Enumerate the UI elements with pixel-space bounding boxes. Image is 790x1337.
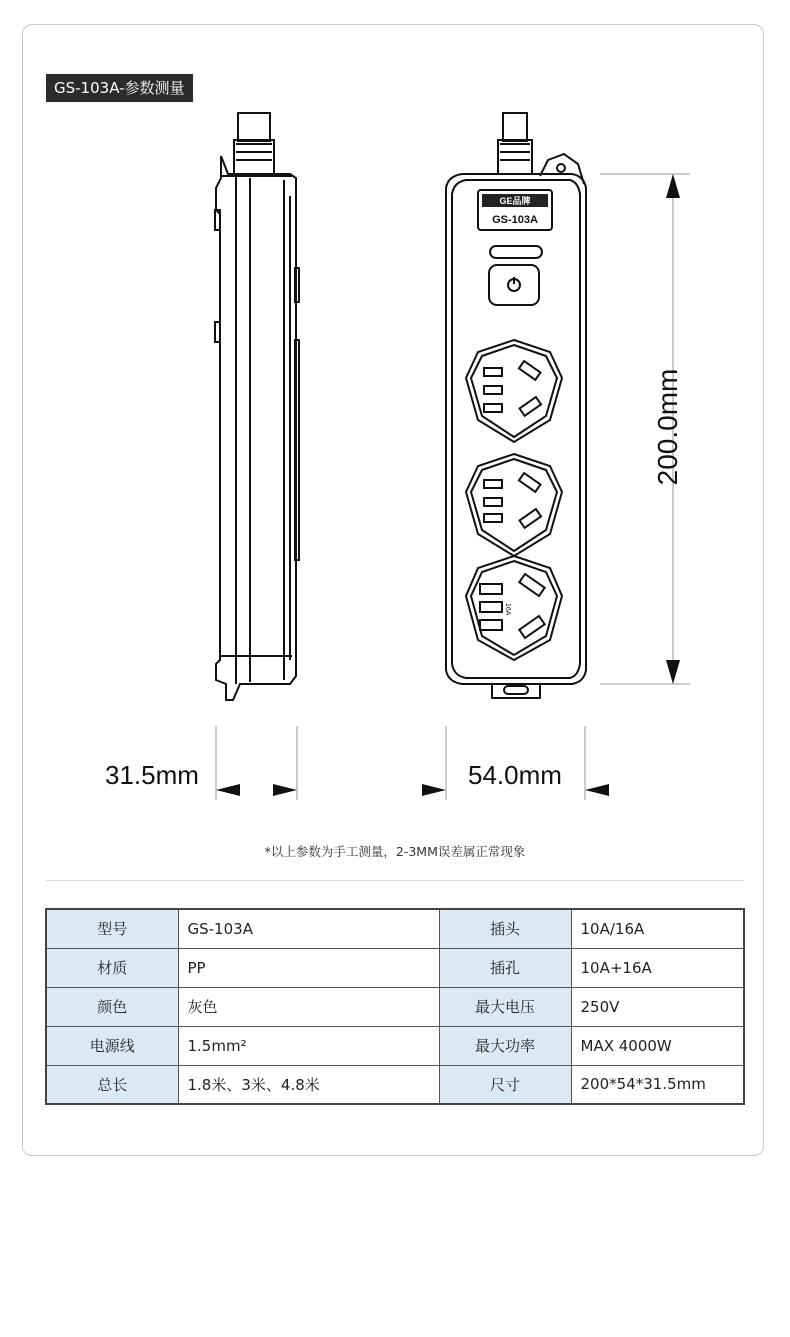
spec-table — [45, 908, 745, 1105]
spec-key: 插孔 — [439, 948, 571, 987]
spec-value: 10A+16A — [571, 948, 744, 987]
socket-rating-label: 16A — [504, 603, 511, 616]
brand-mark: GE品牌 — [499, 196, 531, 206]
page-title-badge: GS-103A-参数测量 — [46, 74, 193, 102]
dimension-arrows — [216, 174, 680, 796]
spec-row — [46, 987, 744, 1026]
spec-key: 型号 — [46, 909, 178, 948]
spec-value: PP — [178, 948, 439, 987]
spec-table-body — [46, 909, 744, 1104]
spec-value: 200*54*31.5mm — [571, 1065, 744, 1104]
spec-row — [46, 948, 744, 987]
side-view — [215, 113, 299, 700]
spec-key: 最大功率 — [439, 1026, 571, 1065]
spec-key: 材质 — [46, 948, 178, 987]
spec-key: 电源线 — [46, 1026, 178, 1065]
divider — [46, 880, 744, 881]
spec-key: 最大电压 — [439, 987, 571, 1026]
spec-value: 1.8米、3米、4.8米 — [178, 1065, 439, 1104]
spec-value: 250V — [571, 987, 744, 1026]
depth-dimension: 31.5mm — [105, 760, 199, 790]
spec-row — [46, 909, 744, 948]
device-model-label: GS-103A — [492, 214, 538, 226]
spec-value: GS-103A — [178, 909, 439, 948]
measurement-note: *以上参数为手工测量，2-3MM误差属正常现象 — [264, 844, 526, 859]
spec-row — [46, 1026, 744, 1065]
spec-key: 尺寸 — [439, 1065, 571, 1104]
width-dimension: 54.0mm — [468, 760, 562, 790]
height-dimension: 200.0mm — [652, 368, 683, 486]
spec-value: 灰色 — [178, 987, 439, 1026]
spec-key: 颜色 — [46, 987, 178, 1026]
spec-value: 1.5mm² — [178, 1026, 439, 1065]
spec-key: 插头 — [439, 909, 571, 948]
spec-value: MAX 4000W — [571, 1026, 744, 1065]
spec-key: 总长 — [46, 1065, 178, 1104]
spec-row — [46, 1065, 744, 1104]
spec-value: 10A/16A — [571, 909, 744, 948]
